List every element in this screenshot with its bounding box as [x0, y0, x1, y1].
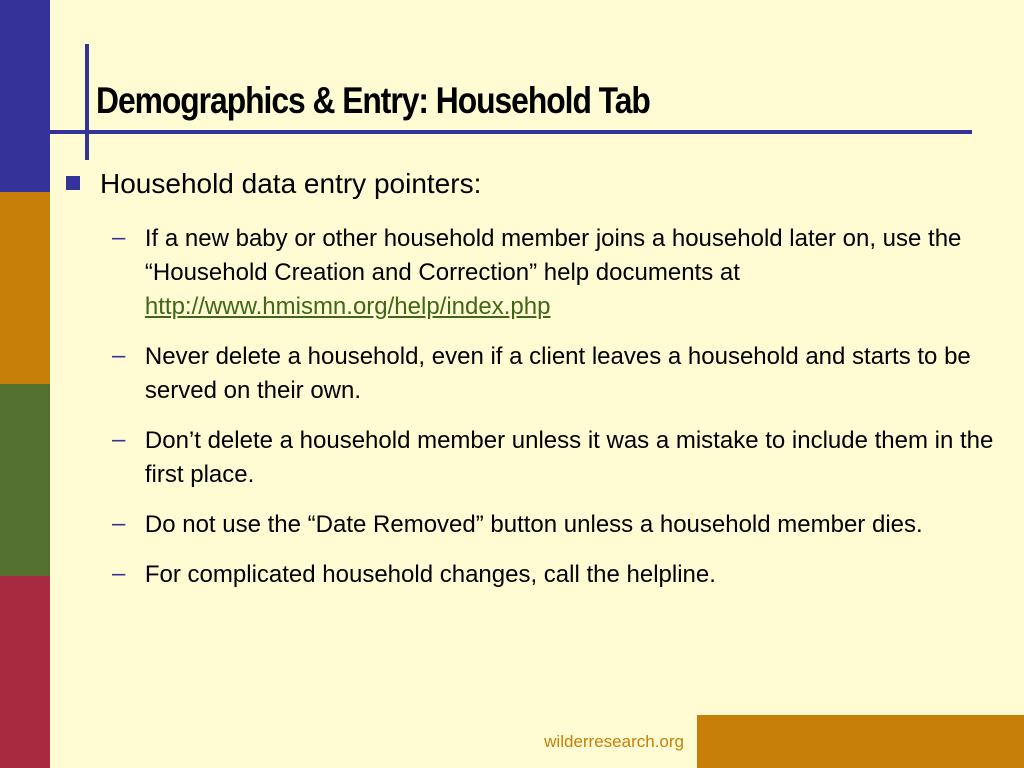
sub-point — [112, 424, 1002, 492]
sidebar-color-block-green — [0, 384, 50, 576]
slide-title: Demographics & Entry: Household Tab — [96, 80, 650, 121]
sub-point-text: Never delete a household, even if a client leaves a household and starts to be served on their own. — [144, 343, 971, 404]
sub-point-text: For complicated household changes, call the helpline. — [144, 561, 716, 588]
sub-point-list — [112, 222, 1002, 608]
sidebar-color-block-orange — [0, 192, 50, 384]
sub-point-text: If a new baby or other household member joins a household later on, use the “Household Creation and Correction” help documents at http://www.hmismn.org/help/index.php — [144, 225, 962, 320]
title-vertical-rule — [85, 44, 89, 160]
square-bullet-icon — [66, 176, 80, 190]
footer-color-block — [697, 715, 1024, 768]
dash-bullet-icon: – — [112, 510, 126, 537]
sub-point-text: Do not use the “Date Removed” button unless a household member dies. — [144, 511, 923, 538]
sidebar-color-block-blue — [0, 0, 50, 192]
sub-point — [112, 558, 1002, 592]
dash-bullet-icon: – — [112, 560, 126, 587]
sub-point-text: Don’t delete a household member unless it was a mistake to include them in the first place. — [144, 427, 994, 488]
footer-website: wilderresearch.org — [544, 732, 684, 751]
help-docs-link[interactable]: http://www.hmismn.org/help/index.php — [144, 293, 551, 320]
sidebar-color-block-red — [0, 576, 50, 768]
dash-bullet-icon: – — [112, 342, 126, 369]
title-horizontal-rule — [50, 130, 972, 134]
main-bullet-point — [66, 166, 481, 202]
sub-point — [112, 508, 1002, 542]
main-point-text: Household data entry pointers: — [100, 168, 482, 199]
sub-point — [112, 340, 1002, 408]
dash-bullet-icon: – — [112, 224, 126, 251]
dash-bullet-icon: – — [112, 426, 126, 453]
sub-point — [112, 222, 1002, 324]
